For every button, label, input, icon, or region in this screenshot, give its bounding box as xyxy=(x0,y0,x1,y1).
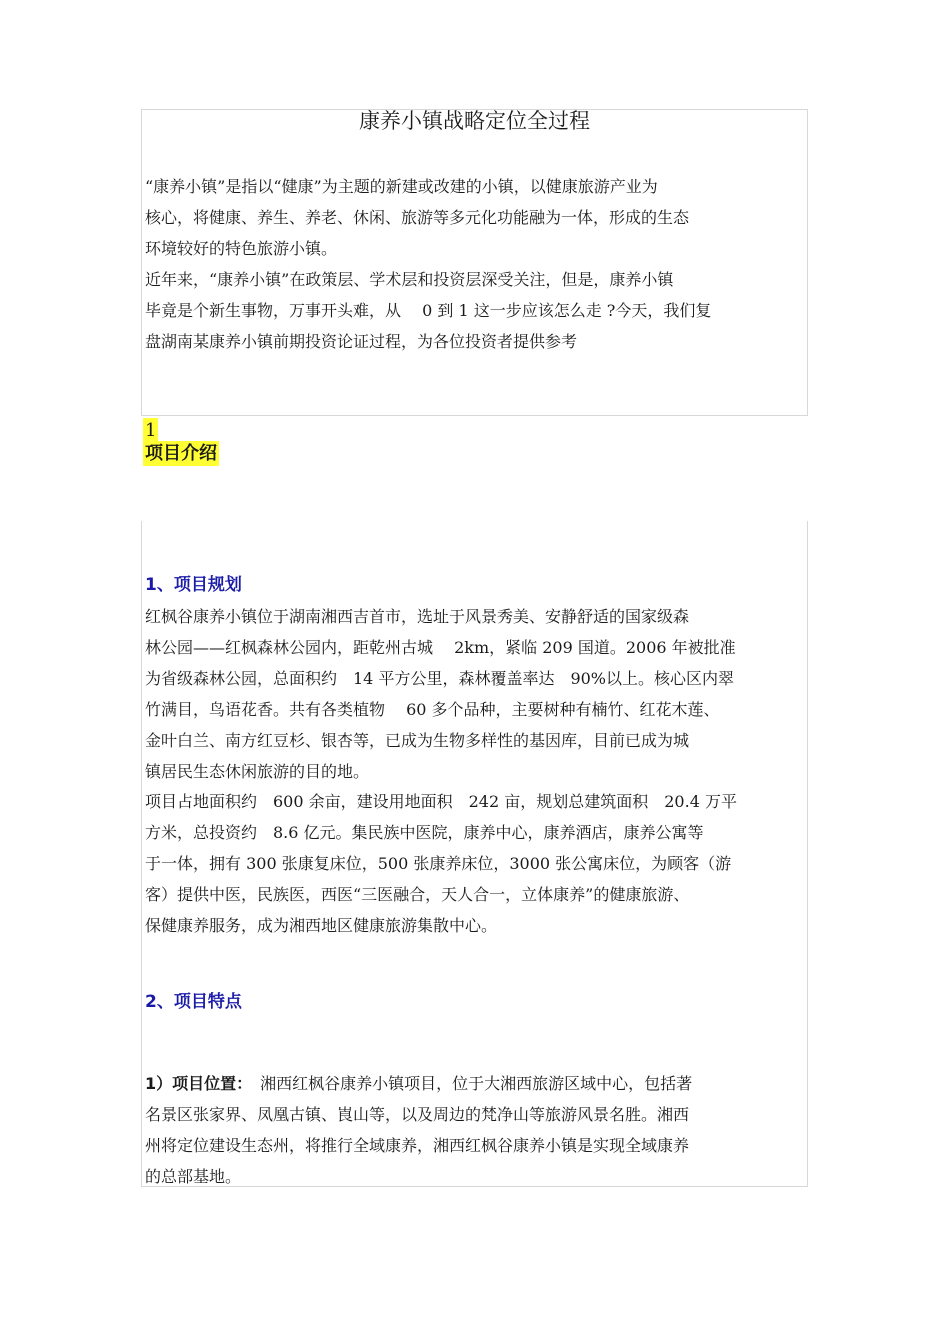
section-title: 项目介绍 xyxy=(145,443,217,464)
text-line: 红枫谷康养小镇位于湖南湘西吉首市，选址于风景秀美、安静舒适的国家级森 xyxy=(145,607,690,626)
section-number: 1 xyxy=(145,420,157,441)
text-line: 盘湖南某康养小镇前期投资论证过程，为各位投资者提供参考 xyxy=(145,332,578,351)
text-line: 于一体，拥有 300 张康复床位，500 张康养床位，3000 张公寓床位，为顾客（游 xyxy=(145,854,732,873)
text-line: 的总部基地。 xyxy=(145,1167,242,1186)
text-line: 近年来，“康养小镇”在政策层、学术层和投资层深受关注，但是，康养小镇 xyxy=(145,270,674,289)
text-line: 项目占地面积约 600 余亩，建设用地面积 242 亩，规划总建筑面积 20.4 万平 xyxy=(145,792,737,811)
point-label: 1）项目位置： xyxy=(145,1074,245,1093)
text-line xyxy=(145,1068,807,1099)
text-line: 为省级森林公园，总面积约 14 平方公里，森林覆盖率达 90%以上。核心区内翠 xyxy=(145,669,735,688)
subsection-heading-features: 2、项目特点 xyxy=(145,992,242,1012)
document-title: 康养小镇战略定位全过程 xyxy=(359,109,590,133)
intro-paragraph xyxy=(145,171,807,357)
text-line: 核心，将健康、养生、养老、休闲、旅游等多元化功能融为一体，形成的生态 xyxy=(145,208,690,227)
planning-paragraph-1 xyxy=(145,601,807,787)
subsection-heading-planning: 1、项目规划 xyxy=(145,575,242,595)
planning-paragraph-2 xyxy=(145,786,807,941)
features-point-location xyxy=(145,1068,807,1192)
text-line: 名景区张家界、凤凰古镇、崀山等，以及周边的梵净山等旅游风景名胜。湘西 xyxy=(145,1105,690,1124)
text-line: 林公园——红枫森林公园内，距乾州古城 2km，紧临 209 国道。2006 年被批准 xyxy=(145,638,736,657)
point-text: 湘西红枫谷康养小镇项目，位于大湘西旅游区域中心，包括著 xyxy=(244,1074,693,1093)
text-line: “康养小镇”是指以“健康”为主题的新建或改建的小镇，以健康旅游产业为 xyxy=(145,177,658,196)
text-line: 保健康养服务，成为湘西地区健康旅游集散中心。 xyxy=(145,916,498,935)
text-line: 方米，总投资约 8.6 亿元。集民族中医院，康养中心，康养酒店，康养公寓等 xyxy=(145,823,704,842)
text-line: 镇居民生态休闲旅游的目的地。 xyxy=(145,762,370,781)
text-line: 环境较好的特色旅游小镇。 xyxy=(145,239,338,258)
text-line: 州将定位建设生态州，将推行全域康养，湘西红枫谷康养小镇是实现全域康养 xyxy=(145,1136,690,1155)
text-line: 金叶白兰、南方红豆杉、银杏等，已成为生物多样性的基因库，目前已成为城 xyxy=(145,731,690,750)
text-line: 客）提供中医，民族医，西医“三医融合，天人合一，立体康养”的健康旅游、 xyxy=(145,885,690,904)
text-line: 竹满目，鸟语花香。共有各类植物 60 多个品种，主要树种有楠竹、红花木莲、 xyxy=(145,700,720,719)
text-line: 毕竟是个新生事物，万事开头难，从 0 到 1 这一步应该怎么走 ?今天，我们复 xyxy=(145,301,712,320)
